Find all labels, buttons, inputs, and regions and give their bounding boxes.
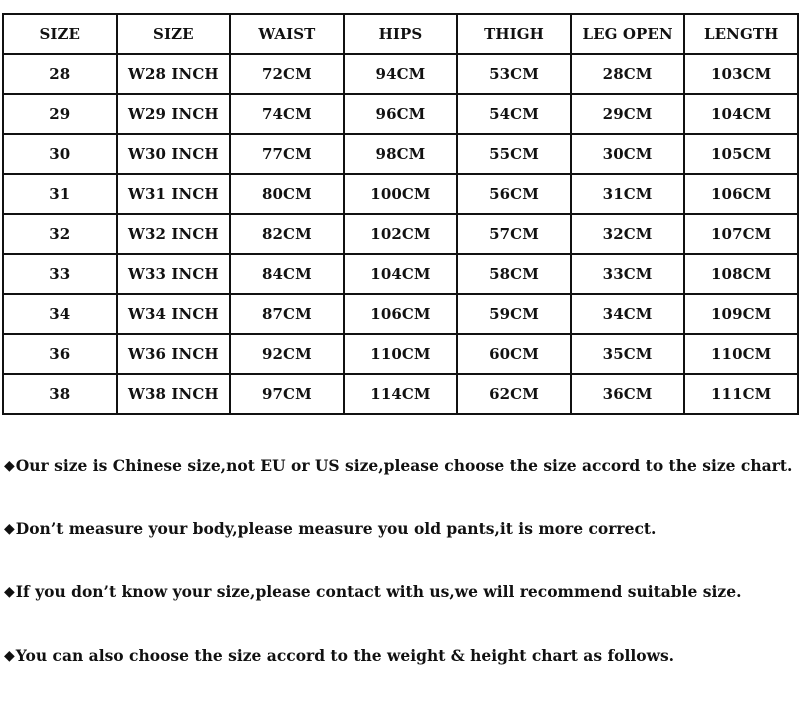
cell-hips: 100CM	[344, 174, 458, 214]
cell-waist: 92CM	[230, 334, 344, 374]
header-waist: WAIST	[230, 14, 344, 54]
cell-hips: 104CM	[344, 254, 458, 294]
cell-leg-open: 35CM	[571, 334, 685, 374]
cell-length: 110CM	[684, 334, 798, 374]
cell-size: 33	[3, 254, 117, 294]
cell-size-inch: W32 INCH	[117, 214, 231, 254]
cell-waist: 97CM	[230, 374, 344, 414]
cell-size-inch: W36 INCH	[117, 334, 231, 374]
cell-waist: 84CM	[230, 254, 344, 294]
note-text: You can also choose the size accord to the weight & height chart as follows.	[15, 646, 675, 665]
cell-size-inch: W38 INCH	[117, 374, 231, 414]
header-size-number: SIZE	[3, 14, 117, 54]
cell-waist: 72CM	[230, 54, 344, 94]
cell-leg-open: 30CM	[571, 134, 685, 174]
cell-size: 30	[3, 134, 117, 174]
cell-hips: 102CM	[344, 214, 458, 254]
cell-thigh: 60CM	[457, 334, 571, 374]
cell-waist: 82CM	[230, 214, 344, 254]
cell-thigh: 54CM	[457, 94, 571, 134]
cell-size-inch: W28 INCH	[117, 54, 231, 94]
cell-thigh: 58CM	[457, 254, 571, 294]
cell-size-inch: W33 INCH	[117, 254, 231, 294]
table-header-row	[3, 14, 798, 54]
table-row	[3, 174, 798, 214]
diamond-bullet-icon: ◆	[4, 647, 15, 664]
cell-leg-open: 34CM	[571, 294, 685, 334]
cell-leg-open: 33CM	[571, 254, 685, 294]
table-row	[3, 134, 798, 174]
cell-waist: 74CM	[230, 94, 344, 134]
note-text: Don’t measure your body,please measure you old pants,it is more correct.	[15, 519, 657, 538]
note-text: If you don’t know your size,please contact with us,we will recommend suitable size.	[15, 582, 742, 601]
note-contact-us	[4, 582, 741, 601]
note-weight-height-chart	[4, 646, 674, 665]
diamond-bullet-icon: ◆	[4, 583, 15, 600]
cell-length: 104CM	[684, 94, 798, 134]
diamond-bullet-icon: ◆	[4, 457, 15, 474]
cell-hips: 106CM	[344, 294, 458, 334]
cell-size-inch: W29 INCH	[117, 94, 231, 134]
cell-size: 38	[3, 374, 117, 414]
cell-thigh: 59CM	[457, 294, 571, 334]
cell-size: 32	[3, 214, 117, 254]
cell-leg-open: 31CM	[571, 174, 685, 214]
cell-thigh: 55CM	[457, 134, 571, 174]
cell-hips: 114CM	[344, 374, 458, 414]
cell-size: 28	[3, 54, 117, 94]
cell-size-inch: W31 INCH	[117, 174, 231, 214]
table-row	[3, 374, 798, 414]
cell-waist: 77CM	[230, 134, 344, 174]
cell-thigh: 56CM	[457, 174, 571, 214]
cell-length: 108CM	[684, 254, 798, 294]
cell-length: 105CM	[684, 134, 798, 174]
cell-hips: 110CM	[344, 334, 458, 374]
cell-hips: 98CM	[344, 134, 458, 174]
cell-length: 103CM	[684, 54, 798, 94]
table-row	[3, 254, 798, 294]
cell-waist: 80CM	[230, 174, 344, 214]
cell-length: 111CM	[684, 374, 798, 414]
header-leg-open: LEG OPEN	[571, 14, 685, 54]
cell-length: 109CM	[684, 294, 798, 334]
cell-thigh: 53CM	[457, 54, 571, 94]
diamond-bullet-icon: ◆	[4, 520, 15, 537]
note-measure-pants	[4, 519, 656, 538]
cell-leg-open: 29CM	[571, 94, 685, 134]
cell-size: 29	[3, 94, 117, 134]
header-hips: HIPS	[344, 14, 458, 54]
cell-waist: 87CM	[230, 294, 344, 334]
header-thigh: THIGH	[457, 14, 571, 54]
cell-size: 36	[3, 334, 117, 374]
table-row	[3, 294, 798, 334]
note-text: Our size is Chinese size,not EU or US size,please choose the size accord to the size chart.	[15, 456, 793, 475]
table-row	[3, 214, 798, 254]
cell-hips: 96CM	[344, 94, 458, 134]
table-row	[3, 54, 798, 94]
cell-leg-open: 32CM	[571, 214, 685, 254]
cell-thigh: 57CM	[457, 214, 571, 254]
cell-hips: 94CM	[344, 54, 458, 94]
cell-size-inch: W30 INCH	[117, 134, 231, 174]
cell-size-inch: W34 INCH	[117, 294, 231, 334]
size-chart-table	[2, 13, 799, 415]
cell-thigh: 62CM	[457, 374, 571, 414]
cell-size: 34	[3, 294, 117, 334]
note-chinese-size	[4, 456, 792, 475]
cell-leg-open: 36CM	[571, 374, 685, 414]
header-size-inch: SIZE	[117, 14, 231, 54]
cell-leg-open: 28CM	[571, 54, 685, 94]
cell-size: 31	[3, 174, 117, 214]
table-row	[3, 334, 798, 374]
header-length: LENGTH	[684, 14, 798, 54]
cell-length: 106CM	[684, 174, 798, 214]
cell-length: 107CM	[684, 214, 798, 254]
table-row	[3, 94, 798, 134]
